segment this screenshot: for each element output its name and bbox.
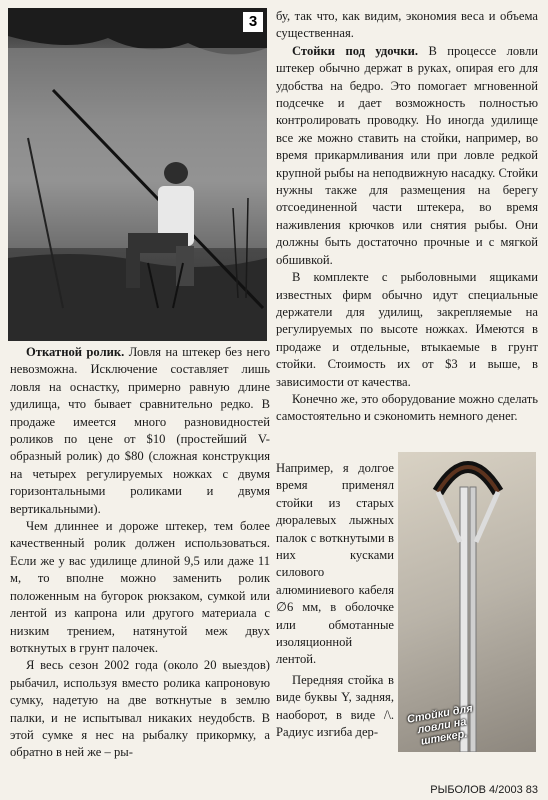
paragraph-holders: В комплекте с рыболовными ящиками известных фирм обычно идут специальные держатели для удилищ, закрепляемые на регулируемых по высоте ножках. Имеются в продаже и отдельные, втыкаемые в грунт стойки. Стоимость их от $3 и выше, в зависимости от качества.	[276, 270, 538, 389]
paragraph-stands: Стойки под удочки. В процессе ловли штекер обычно держат в руках, опирая его для удобства на бедро. Это помогает мгновенной подсечке и дает возможность полностью контролировать проводку. Но иногда удилище все же можно ставить на стойки, например, во время прикармливания или при ловле редкой крупной рыбы на неподвижную насадку. Стойки нужны также для размещения на берегу отсоединенной части штекера, во время наживления крючков или снятия рыбы. Они должны быть достаточно прочные и с мягкой обшивкой.	[276, 43, 538, 267]
paragraph-continuation: бу, так что, как видим, экономия веса и объема существенная.	[276, 9, 538, 41]
angler-photo	[8, 8, 267, 341]
page-footer: РЫБОЛОВ 4/2003 83	[430, 784, 538, 796]
photo-caption: Стойки для ловли на штекер.	[406, 702, 474, 748]
paragraph-ski-poles: Например, я долгое время применял стойки из старых дюралевых лыжных палок с воткнутыми в них кусками силового алюминиевого кабеля ∅6 мм, в оболочке или обмотанные изоляционной лентой.	[276, 461, 394, 667]
paragraph-roller: Откатной ролик. Ловля на штекер без него невозможна. Исключение составляет лишь ловля на оснастку, примерно равную длине удилища, что бывает сравнительно редко. В продаже имеется много разновидностей роликов по цене от $10 (простейший V-образный ролик) до $80 (сложная конструкция на четырех регулируемых ножках с двумя горизонтальными роликами и двумя вертикальными).	[10, 345, 270, 516]
right-column-bottom	[276, 672, 538, 742]
paragraph-diy: Конечно же, это оборудование можно сделать самостоятельно и сэкономить немного денег.	[276, 391, 538, 424]
angler-illustration	[8, 8, 267, 341]
right-column-narrow	[276, 460, 394, 669]
right-column-top	[276, 8, 538, 426]
paragraph-season-2002: Я весь сезон 2002 года (около 20 выездов) рыбачил, используя вместо ролика капроновую сумку, надетую на две воткнутые в землю палки, и не испытывал никаких неудобств. В этой сумке я нес на рыбалку прикормку, а обратно в ней же – ры-	[10, 658, 270, 760]
left-column	[10, 344, 270, 762]
paragraph-roller-quality: Чем длиннее и дороже штекер, тем более качественный ролик должен использоваться. Если же у вас удилище длиной 9,5 или даже 11 м, то вполне можно заменить ролик положенным на бугорок рюкзаком, сумкой или лентой из капрона или другого материала с низким трением, натянутой меж двух воткнутых в грунт палочек.	[10, 519, 270, 655]
paragraph-front-stand: Передняя стойка в виде буквы Y, задняя, наоборот, в виде /\. Радиус изгиба дер-	[276, 673, 394, 740]
photo-number: 3	[243, 12, 263, 32]
